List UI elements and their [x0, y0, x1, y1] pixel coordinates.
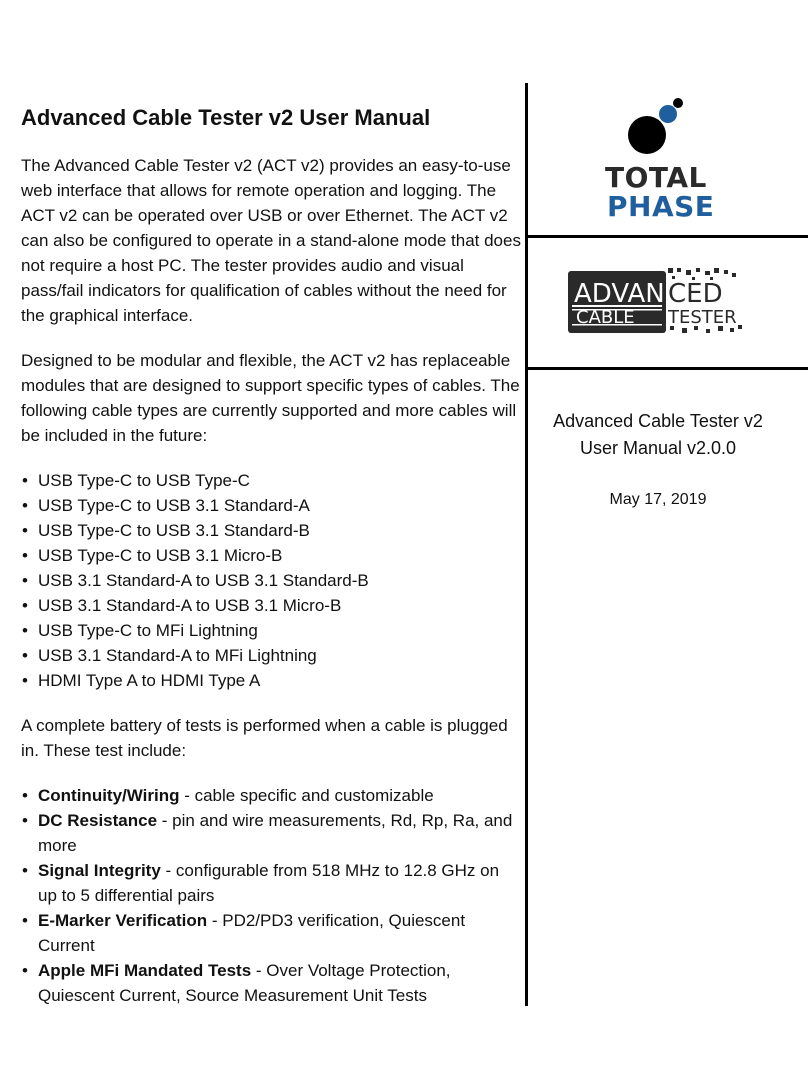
list-item — [21, 908, 521, 958]
act-logo-ced: CED — [668, 279, 723, 309]
list-item: • USB Type-C to USB 3.1 Micro-B — [21, 543, 521, 568]
act-logo-advan: ADVAN — [574, 279, 665, 309]
list-item: • USB Type-C to USB 3.1 Standard-A — [21, 493, 521, 518]
cable-types-list — [21, 468, 521, 693]
list-item: • USB Type-C to MFi Lightning — [21, 618, 521, 643]
list-item — [21, 858, 521, 908]
test-desc: - cable specific and customizable — [179, 786, 434, 805]
sidebar-divider — [528, 235, 808, 238]
intro-paragraph: The Advanced Cable Tester v2 (ACT v2) provides an easy-to-use web interface that allows for remote operation and logging. The ACT v2 can be operated over USB or over Ethernet. The ACT v2 can also be configured to operate in a stand-alone mode that does not require a host PC. The tester provides audio and visual pass/fail indicators for qualification of cables without the need for the graphical interface. — [21, 156, 521, 325]
total-phase-logo — [605, 97, 715, 225]
list-item: • USB 3.1 Standard-A to USB 3.1 Micro-B — [21, 593, 521, 618]
tests-list — [21, 783, 521, 1008]
document-date: May 17, 2019 — [609, 491, 707, 508]
logo-line-phase: PHASE — [607, 190, 715, 223]
list-item: • HDMI Type A to HDMI Type A — [21, 668, 521, 693]
test-name: Apple MFi Mandated Tests — [38, 961, 252, 980]
logo-line-total: TOTAL — [605, 161, 707, 194]
list-item: • USB Type-C to USB Type-C — [21, 468, 521, 493]
act-logo-cable: CABLE — [576, 307, 635, 328]
main-content — [21, 102, 521, 1028]
modular-paragraph: Designed to be modular and flexible, the ACT v2 has replaceable modules that are designed to support specific types of cables. The following cable types are currently supported and more cables will be included in the future: — [21, 351, 520, 445]
test-name: Continuity/Wiring — [38, 786, 180, 805]
test-name: E-Marker Verification — [38, 911, 208, 930]
test-desc: - PD2/PD3 verification, Quiescent Current — [38, 911, 466, 955]
tests-intro-paragraph: A complete battery of tests is performed when a cable is plugged in. These test include: — [21, 716, 508, 760]
list-item: • USB 3.1 Standard-A to MFi Lightning — [21, 643, 521, 668]
doc-title-line1: Advanced Cable Tester v2 — [553, 411, 763, 431]
act-logo-tester: TESTER — [668, 307, 737, 328]
page-title: Advanced Cable Tester v2 User Manual — [21, 105, 431, 130]
test-desc: - configurable from 518 MHz to 12.8 GHz on up to 5 differential pairs — [38, 861, 500, 905]
list-item: • USB Type-C to USB 3.1 Standard-B — [21, 518, 521, 543]
test-desc: - pin and wire measurements, Rd, Rp, Ra, and more — [38, 811, 513, 855]
sidebar-divider — [528, 367, 808, 370]
list-item: • USB 3.1 Standard-A to USB 3.1 Standard-B — [21, 568, 521, 593]
doc-title-line2: User Manual v2.0.0 — [579, 438, 737, 458]
test-desc: - Over Voltage Protection, Quiescent Current, Source Measurement Unit Tests — [38, 961, 451, 1005]
test-name: Signal Integrity — [38, 861, 161, 880]
list-item — [21, 808, 521, 858]
test-name: DC Resistance — [38, 811, 158, 830]
list-item — [21, 958, 521, 1008]
sidebar-divider-vertical — [525, 83, 528, 1006]
total-phase-dots-icon — [605, 97, 715, 167]
act-logo-graphic — [568, 268, 748, 338]
advanced-cable-tester-logo — [568, 268, 748, 338]
list-item — [21, 783, 521, 808]
